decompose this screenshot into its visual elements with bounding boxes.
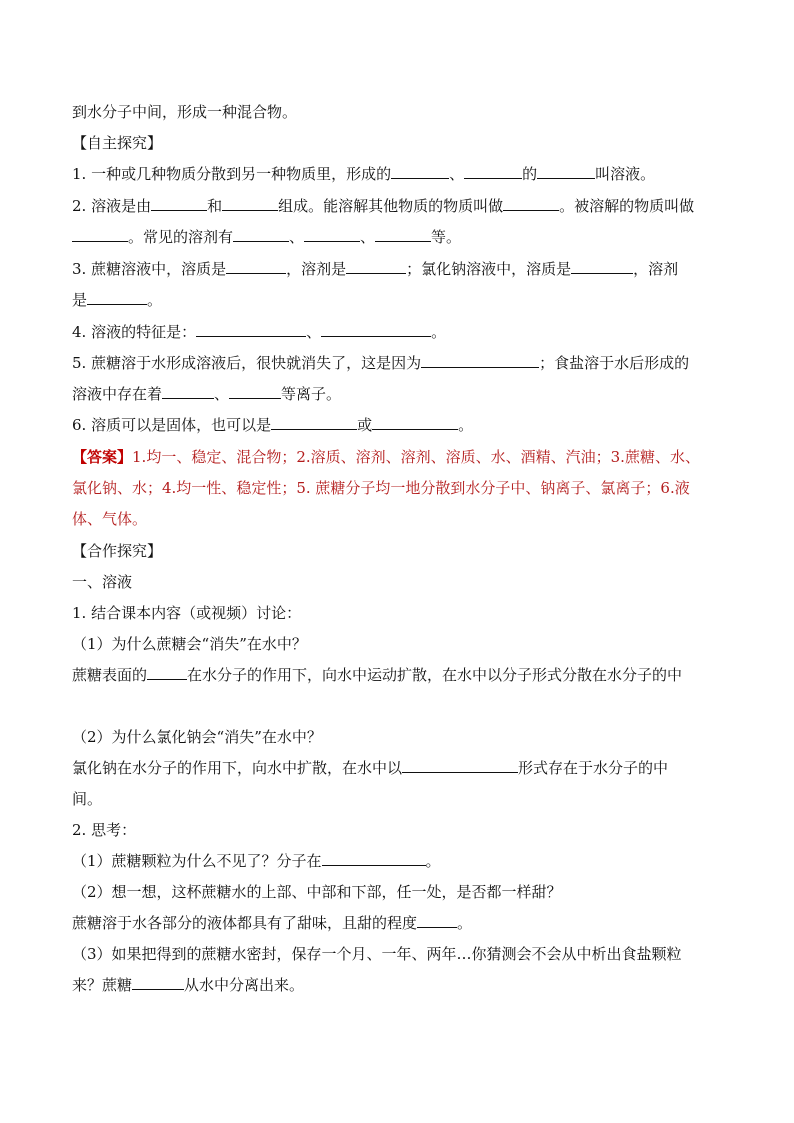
intro-continuation: 到水分子中间，形成一种混合物。 bbox=[72, 103, 298, 121]
discussion-1-answer-2-line-1: 氯化钠在水分子的作用下，向水中扩散，在水中以 形式存在于水分子的中 bbox=[72, 759, 669, 777]
answer-blank[interactable] bbox=[571, 259, 633, 274]
answer-blank[interactable] bbox=[87, 290, 147, 305]
discussion-1: 1. 结合课本内容（或视频）讨论： bbox=[72, 604, 302, 622]
section-heading-self-study: 【自主探究】 bbox=[72, 134, 163, 152]
question-4: 4. 溶液的特征是： 、 。 bbox=[72, 323, 447, 341]
answer-blank[interactable] bbox=[464, 164, 522, 179]
answer-key-line-2: 氯化钠、水；4.均一性、稳定性；5. 蔗糖分子均一地分散到水分子中、钠离子、氯离子；6.液 bbox=[72, 479, 690, 497]
subsection-solution: 一、溶液 bbox=[72, 573, 133, 591]
answer-key-line-3: 体、气体。 bbox=[72, 510, 148, 528]
question-6: 6. 溶质可以是固体，也可以是 或 。 bbox=[72, 416, 474, 434]
answer-blank[interactable] bbox=[162, 384, 214, 399]
discussion-1-question-1: （1）为什么蔗糖会“消失”在水中？ bbox=[72, 635, 307, 653]
answer-blank[interactable] bbox=[196, 322, 306, 337]
discussion-2-question-3: （3）如果把得到的蔗糖水密封，保存一个月、一年、两年…你猜测会不会从中析出食盐颗粒 bbox=[72, 945, 682, 963]
answer-blank[interactable] bbox=[372, 415, 458, 430]
answer-blank[interactable] bbox=[375, 227, 431, 242]
answer-blank[interactable] bbox=[147, 665, 187, 680]
answer-blank[interactable] bbox=[421, 353, 539, 368]
discussion-2: 2. 思考： bbox=[72, 821, 137, 839]
answer-blank[interactable] bbox=[233, 227, 289, 242]
discussion-2-question-1: （1）蔗糖颗粒为什么不见了？分子在 。 bbox=[72, 852, 441, 870]
answer-blank[interactable] bbox=[322, 851, 426, 866]
answer-blank[interactable] bbox=[417, 913, 457, 928]
answer-blank[interactable] bbox=[402, 758, 518, 773]
answer-blank[interactable] bbox=[391, 164, 449, 179]
question-2-line-1: 2. 溶液是由 和 组成。能溶解其他物质的物质叫做 。被溶解的物质叫做 bbox=[72, 197, 695, 215]
answer-blank[interactable] bbox=[229, 384, 281, 399]
answer-blank[interactable] bbox=[321, 322, 431, 337]
answer-blank[interactable] bbox=[503, 196, 559, 211]
answer-blank[interactable] bbox=[222, 196, 278, 211]
discussion-2-answer-3: 来？蔗糖 从水中分离出来。 bbox=[72, 976, 305, 994]
answer-blank[interactable] bbox=[346, 259, 406, 274]
answer-label: 【答案】 bbox=[72, 448, 133, 466]
question-5-line-1: 5. 蔗糖溶于水形成溶液后，很快就消失了，这是因为 ；食盐溶于水后形成的 bbox=[72, 354, 690, 372]
question-3-line-2: 是 。 bbox=[72, 291, 163, 309]
section-heading-cooperative: 【合作探究】 bbox=[72, 542, 163, 560]
question-1: 1. 一种或几种物质分散到另一种物质里，形成的 、 的 叫溶液。 bbox=[72, 165, 656, 183]
discussion-1-answer-2-line-2: 间。 bbox=[72, 790, 103, 808]
discussion-1-answer-1: 蔗糖表面的 在水分子的作用下，向水中运动扩散，在水中以分子形式分散在水分子的中 bbox=[72, 666, 683, 684]
answer-key-line-1: 【答案】1.均一、稳定、混合物；2.溶质、溶剂、溶剂、溶质、水、酒精、汽油；3.蔗糖、水、 bbox=[72, 448, 700, 466]
answer-blank[interactable] bbox=[304, 227, 360, 242]
question-2-line-2: 。常见的溶剂有 、 、 等。 bbox=[72, 226, 461, 248]
answer-blank[interactable] bbox=[72, 227, 128, 242]
discussion-2-question-2: （2）想一想，这杯蔗糖水的上部、中部和下部，任一处，是否都一样甜？ bbox=[72, 883, 562, 901]
answer-blank[interactable] bbox=[271, 415, 357, 430]
discussion-2-answer-2: 蔗糖溶于水各部分的液体都具有了甜味，且甜的程度 。 bbox=[72, 914, 473, 932]
answer-blank[interactable] bbox=[132, 975, 184, 990]
answer-blank[interactable] bbox=[226, 259, 286, 274]
question-3-line-1: 3. 蔗糖溶液中，溶质是 ，溶剂是 ；氯化钠溶液中，溶质是 ，溶剂 bbox=[72, 260, 679, 278]
question-5-line-2: 溶液中存在着 、 等离子。 bbox=[72, 385, 342, 403]
answer-blank[interactable] bbox=[537, 164, 595, 179]
discussion-1-question-2: （2）为什么氯化钠会“消失”在水中？ bbox=[72, 728, 322, 746]
answer-blank[interactable] bbox=[151, 196, 207, 211]
